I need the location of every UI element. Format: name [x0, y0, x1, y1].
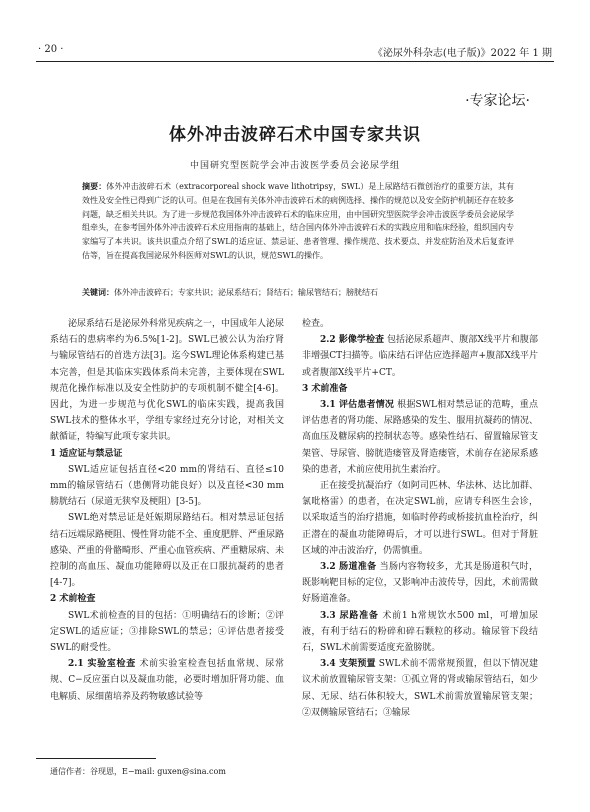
continued-text: 检查。	[302, 319, 330, 329]
subheading-3-1: 3.1 评估患者情况	[320, 400, 395, 411]
paper-title: 体外冲击波碎石术中国专家共识	[169, 125, 421, 145]
keywords-label: 关键词：	[82, 287, 114, 297]
header-rule	[36, 61, 554, 62]
section-tag: ·专家论坛·	[465, 93, 530, 109]
patient-assessment-text: 根据SWL相对禁忌证的范畴，重点评估患者的肾功能、尿路感染的发生、服用抗凝药的情况、高血压及糖尿病的控制状态等。感染性结石、留置输尿管支架管、导尿管、膀胱造瘘管及肾造瘘管，术前存在泌尿系感染的患者，术前应使用抗生素治疗。	[302, 400, 538, 475]
subheading-3-3: 3.3 尿路准备	[320, 610, 379, 621]
bowel-prep-text: 当肠内容物较多，尤其是肠道积气时，既影响靶目标的定位，又影响冲击波传导，因此，术前需做好肠道准备。	[302, 562, 538, 605]
imaging-paragraph	[302, 332, 538, 381]
keywords-text: 体外冲击波碎石；专家共识；泌尿系结石；肾结石；输尿管结石；膀胱结石	[114, 288, 378, 297]
page-number: · 20 ·	[38, 44, 64, 55]
section-heading-3: 3 术前准备	[302, 383, 348, 394]
urinary-prep-text: 术前1 h常规饮水500 ml，可增加尿液，有利于结石的粉碎和碎石颗粒的移动。输尿管下段结石，SWL术前需要适度充盈膀胱。	[302, 610, 538, 654]
urinary-prep-paragraph	[302, 608, 538, 657]
bowel-prep-paragraph	[302, 559, 538, 608]
abstract-label: 摘要：	[82, 181, 107, 191]
imaging-text: 包括泌尿系超声、腹部X线平片和腹部非增强CT扫描等。临床结石评估应选择超声+腹部X线平片或者腹部X线平片+CT。	[302, 335, 538, 378]
left-column	[50, 316, 284, 705]
anticoagulation-paragraph: 正在接受抗凝治疗（如阿司匹林、华法林、达比加群、氯吡格雷）的患者，在决定SWL前，应请专科医生会诊，以采取适当的治疗措施，如临时停药或桥接抗血栓治疗，纠正潜在的凝血功能障碍后，才可以进行SWL。但对于肾脏区域的冲击波治疗，仍需慎重。	[302, 481, 538, 556]
abstract-text: 体外冲击波碎石术（extracorporeal shock wave lithotripsy，SWL）是上尿路结石微创治疗的重要方法，其有效性及安全性已得到广泛的认可。但是在我国有关体外冲击波碎石术的病例选择、操作的规范以及安全防护机制还存在较多问题，缺乏相关共识。为了进一步规范我国体外冲击波碎石术的临床应用，由中国研究型医院学会冲击波医学委员会泌尿学组牵头，在参考国外体外冲击波碎石术应用指南的基础上，结合国内体外冲击波碎石术的实践应用和临床经验，组织国内专家编写了本共识。该共识重点介绍了SWL的适应证、禁忌证、患者管理、操作规范、技术要点、并发症防治及术后复查评估等，旨在提高我国泌尿外科医师对SWL的认识，规范SWL的操作。	[82, 182, 515, 260]
lab-tests-paragraph	[50, 656, 284, 705]
subheading-2-1: 2.1 实验室检查	[68, 659, 136, 670]
stent-text: SWL术前不需常规预置，但以下情况建议术前放置输尿管支架：①孤立肾的肾或输尿管结石，如少尿、无尿、结石体积较大，SWL术前需放置输尿管支架；②双侧输尿管结石；③输尿	[302, 659, 538, 718]
stent-paragraph	[302, 656, 538, 721]
subheading-3-2: 3.2 肠道准备	[320, 562, 377, 573]
section-heading-1: 1 适应证与禁忌证	[50, 448, 123, 459]
contraindications-paragraph: SWL绝对禁忌证是妊娠期尿路结石。相对禁忌证包括结石远端尿路梗阻、慢性肾功能不全、重度肥胖、严重尿路感染、严重的骨骼畸形、严重心血管疾病、严重糖尿病、未控制的高血压、凝血功能障碍以及正在口服抗凝药的患者[4-7]。	[50, 513, 285, 589]
patient-assessment-paragraph	[302, 397, 538, 478]
subheading-2-2: 2.2 影像学检查	[320, 335, 385, 346]
journal-name: 《泌尿外科杂志(电子版)》2022 年 1 期	[372, 48, 552, 59]
preop-purpose-paragraph: SWL术前检查的目的包括：①明确结石的诊断；②评定SWL的适应证；③排除SWL的禁忌；④评估患者接受SWL的耐受性。	[50, 610, 284, 654]
indications-paragraph: SWL适应证包括直径<20 mm的肾结石、直径≤10 mm的输尿管结石（患侧肾功能良好）以及直径<30 mm膀胱结石（尿道无狭窄及梗阻）[3-5]。	[50, 464, 284, 508]
keywords	[82, 286, 514, 299]
section-heading-2: 2 术前检查	[50, 594, 96, 605]
corresponding-author-footnote: 通信作者：谷现恩，E−mail: guxen@sina.com	[50, 767, 226, 776]
footnote-rule	[36, 758, 156, 759]
subheading-3-4: 3.4 支架预置	[320, 659, 376, 670]
lab-tests-text: 术前实验室检查包括血常规、尿常规、C−反应蛋白以及凝血功能，必要时增加肝肾功能、血电解质、尿细菌培养及药物敏感试验等	[50, 659, 284, 702]
abstract	[82, 180, 514, 263]
right-column	[302, 316, 538, 721]
author-line: 中国研究型医院学会冲击波医学委员会泌尿学组	[189, 161, 400, 171]
intro-paragraph: 泌尿系结石是泌尿外科常见疾病之一，中国成年人泌尿系结石的患病率约为6.5%[1-2]。SWL已被公认为治疗肾与输尿管结石的首选方法[3]。迄今SWL理论体系构建已基本完善，但是其临床实践体系尚未完善，主要体现在SWL规范化操作标准以及安全性防护的专项机制不健全[4-6]。因此，为进一步规范与优化SWL的临床实践，提高我国SWL技术的整体水平，学组专家经过充分讨论，对相关文献循证，特编写此项专家共识。	[50, 319, 285, 443]
